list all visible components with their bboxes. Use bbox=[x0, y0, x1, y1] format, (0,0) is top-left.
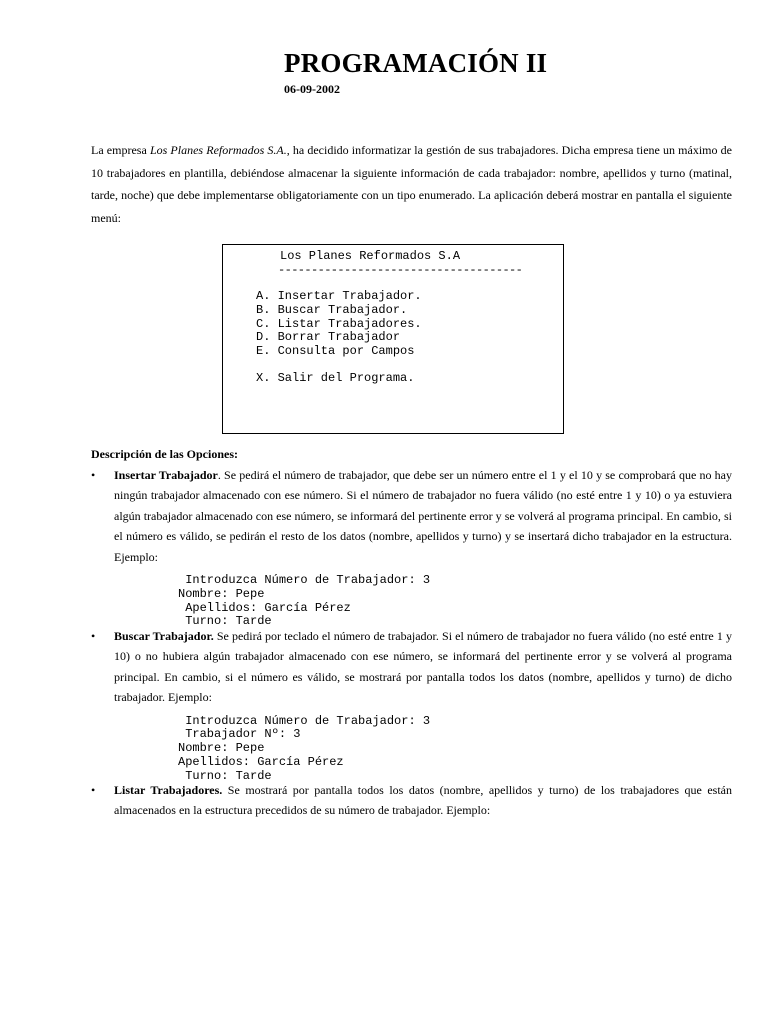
option-buscar bbox=[91, 626, 732, 784]
option-body: Se pedirá por teclado el número de trabajador. Si el número de trabajador no fuera válido (no esté entre 1 y 10) o no hubiera algún trabajador almacenado con ese número, se informará del pertinente error y se volverá al programa principal. En cambio, si el número es válido, se mostrará por pantalla todos los datos (nombre, apellidos y turno) de dicho trabajador. Ejemplo: bbox=[114, 629, 733, 705]
example-line: Turno: Tarde bbox=[178, 768, 272, 783]
menu-options bbox=[256, 290, 422, 359]
option-label: Listar Trabajadores. bbox=[114, 783, 223, 797]
option-listar bbox=[91, 780, 732, 821]
option-body: Se mostrará por pantalla todos los datos (nombre, apellidos y turno) de los trabajadores que están almacenados en la estructura precedidos de su número de trabajador. Ejemplo: bbox=[114, 783, 732, 818]
intro-paragraph bbox=[91, 139, 732, 229]
example-line: Nombre: Pepe bbox=[178, 741, 265, 756]
example-line: Apellidos: García Pérez bbox=[178, 600, 351, 615]
descriptions-heading: Descripción de las Opciones: bbox=[91, 447, 238, 461]
menu-option-buscar: B. Buscar Trabajador. bbox=[256, 302, 408, 317]
menu-option-consulta: E. Consulta por Campos bbox=[256, 344, 415, 359]
bullet-icon: • bbox=[91, 468, 96, 482]
option-insertar bbox=[91, 465, 732, 629]
company-name: Los Planes Reformados S.A. bbox=[149, 143, 287, 157]
example-line: Apellidos: García Pérez bbox=[178, 755, 344, 770]
document-date: 06-09-2002 bbox=[284, 82, 340, 96]
example-line: Introduzca Número de Trabajador: 3 bbox=[178, 573, 431, 588]
option-label: Buscar Trabajador. bbox=[114, 629, 214, 643]
example-line: Turno: Tarde bbox=[178, 614, 272, 629]
option-description bbox=[114, 465, 732, 567]
page-title: PROGRAMACIÓN II bbox=[284, 48, 548, 78]
menu-box bbox=[222, 244, 564, 434]
option-description bbox=[114, 780, 732, 821]
option-label: Insertar Trabajador bbox=[114, 468, 218, 482]
intro-after: , ha decidido informatizar la gestión de sus trabajadores. Dicha empresa tiene un máximo de 10 trabajadores en plantilla, debiéndose almacenar la siguiente información de cada trabajador: nombre, apellidos y turno (matinal, tarde, noche) que debe implementarse obligatoriamente con un tipo enumerado. La aplicación deberá mostrar en pantalla el siguiente menú: bbox=[91, 143, 732, 225]
menu-separator: ------------------------------------- bbox=[278, 263, 523, 277]
menu-option-listar: C. Listar Trabajadores. bbox=[256, 316, 422, 331]
bullet-icon: • bbox=[91, 629, 96, 643]
example-line: Introduzca Número de Trabajador: 3 bbox=[178, 713, 431, 728]
example-block bbox=[178, 715, 732, 784]
example-line: Trabajador Nº: 3 bbox=[178, 727, 301, 742]
option-body: . Se pedirá el número de trabajador, que debe ser un número entre el 1 y el 10 y se comprobará que no hay ningún trabajador almacenado con ese número. Si el número de trabajador no fuera válido (no esté entre 1 y 10) o ya estuviera algún trabajador almacenado con ese número, se informará del pertinente error y se volverá al programa principal. En cambio, si el número es válido, se pedirán el resto de los datos (nombre, apellidos y turno) y se insertará dicho trabajador en la estructura. Ejemplo: bbox=[114, 468, 732, 564]
example-block bbox=[178, 574, 732, 629]
intro-before: La empresa bbox=[91, 143, 150, 157]
option-description bbox=[114, 626, 732, 708]
menu-option-salir: X. Salir del Programa. bbox=[256, 371, 415, 385]
menu-option-borrar: D. Borrar Trabajador bbox=[256, 330, 401, 345]
example-line: Nombre: Pepe bbox=[178, 586, 265, 601]
menu-title: Los Planes Reformados S.A bbox=[280, 249, 461, 263]
bullet-icon: • bbox=[91, 783, 96, 797]
menu-option-insertar: A. Insertar Trabajador. bbox=[256, 289, 422, 303]
